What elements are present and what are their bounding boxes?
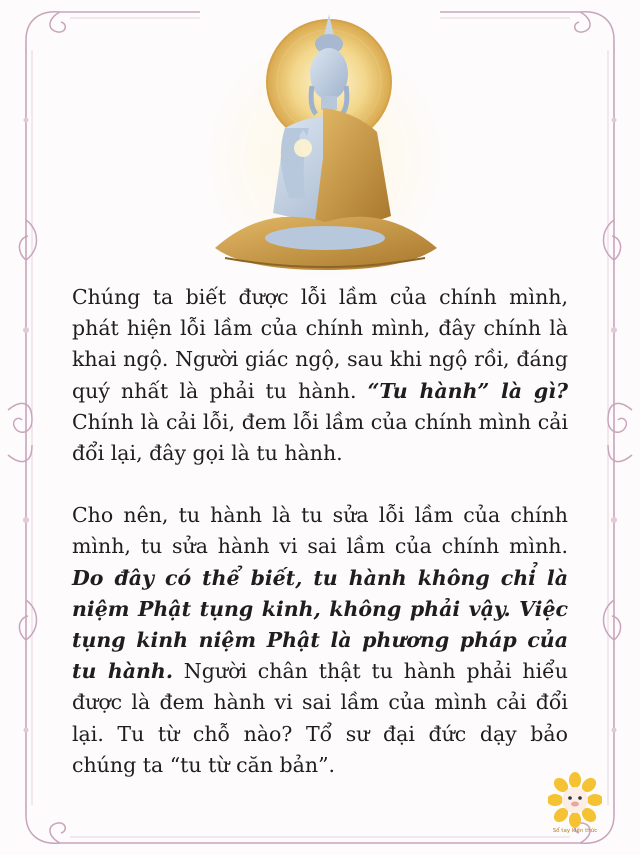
emphasis-text: “Tu hành” là gì? [367, 378, 568, 403]
paragraph-text: Người chân thật tu hành phải hiểu được là đem hành vi sai lầm của mình cải đổi lại. Tu từ chỗ nào? Tổ sư đại đức dạy bảo chúng ta “tu từ căn bản”. [72, 659, 568, 777]
paragraph [72, 282, 568, 469]
paragraph-text: Chúng ta biết được lỗi lầm của chính mình, phát hiện lỗi lầm của chính mình, đây chính là khai ngộ. Người giác ngộ, sau khi ngộ rồi, đáng quý nhất là phải tu hành. [72, 285, 568, 403]
watermark-label: Sổ tay kiến thức [552, 828, 598, 834]
paragraph [72, 500, 568, 781]
watermark-logo [548, 772, 602, 842]
paragraph-text: Chính là cải lỗi, đem lỗi lầm của chính mình cải đổi lại, đây gọi là tu hành. [72, 409, 568, 466]
paragraph-text: Cho nên, tu hành là tu sửa lỗi lầm của chính mình, tu sửa hành vi sai lầm của chính mình. [72, 503, 568, 559]
emphasis-text: Do đây có thể biết, tu hành không chỉ là niệm Phật tụng kinh, không phải vậy. Việc tụng kinh niệm Phật là phương pháp của tu hành. [72, 565, 568, 684]
article-body [72, 282, 568, 781]
buddha-illustration [205, 8, 445, 278]
sunflower-icon [548, 772, 602, 828]
